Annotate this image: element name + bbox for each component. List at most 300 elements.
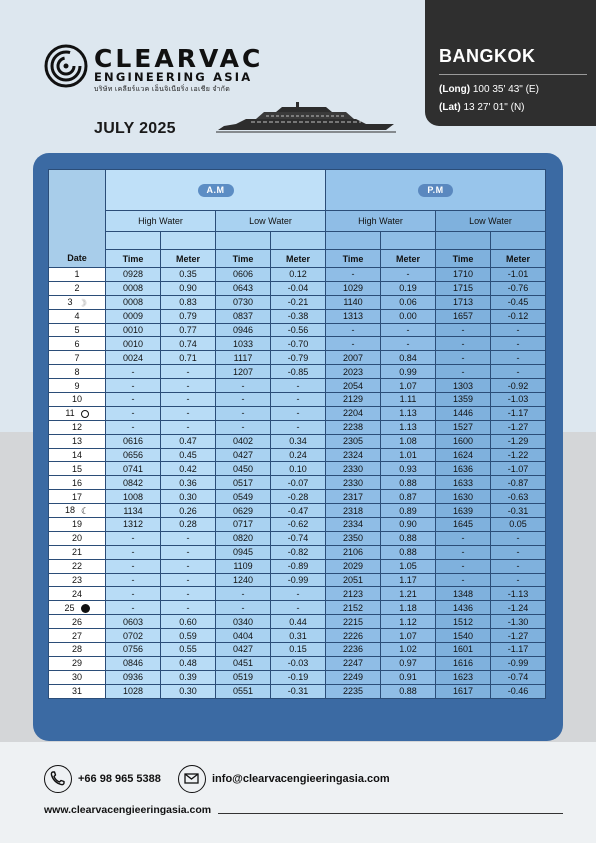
- pm-high-meter: -: [381, 323, 436, 337]
- date-cell: [49, 365, 106, 379]
- am-low-time: 1240: [216, 573, 271, 587]
- am-low-time: 0549: [216, 490, 271, 504]
- pm-low-water-header: Low Water: [436, 211, 546, 232]
- pm-high-time: 2235: [326, 684, 381, 698]
- am-low-time: 1117: [216, 351, 271, 365]
- date-value: 29: [71, 658, 82, 669]
- tide-table-wrap: [48, 169, 546, 699]
- am-high-time: -: [106, 379, 161, 393]
- am-low-time: 0427: [216, 643, 271, 657]
- website-underline: [218, 813, 563, 814]
- date-cell: [49, 629, 106, 643]
- pm-high-meter: 0.84: [381, 351, 436, 365]
- date-cell: [49, 670, 106, 684]
- logo-swirl-icon: [44, 44, 88, 88]
- pm-low-time: -: [436, 323, 491, 337]
- table-row: [49, 323, 546, 337]
- pm-high-time: 2236: [326, 643, 381, 657]
- pm-header-cell: [326, 170, 546, 211]
- am-high-meter: 0.79: [161, 309, 216, 323]
- pm-label: P.M: [418, 184, 452, 197]
- table-row: [49, 615, 546, 629]
- location-box: [425, 0, 596, 126]
- am-low-time: 0517: [216, 476, 271, 490]
- meter-header: Meter: [381, 250, 436, 268]
- am-high-time: 0603: [106, 615, 161, 629]
- table-row: [49, 531, 546, 545]
- pm-low-meter: -1.27: [491, 420, 546, 434]
- date-value: 1: [74, 269, 80, 280]
- pm-high-meter: 1.18: [381, 601, 436, 615]
- am-high-meter: 0.74: [161, 337, 216, 351]
- table-row: [49, 462, 546, 476]
- table-row: [49, 295, 546, 309]
- pm-low-time: -: [436, 531, 491, 545]
- pm-low-meter: -0.31: [491, 504, 546, 518]
- date-value: 28: [71, 644, 82, 655]
- phone-icon: [44, 765, 72, 793]
- am-high-time: 0009: [106, 309, 161, 323]
- pm-low-time: 1657: [436, 309, 491, 323]
- pm-high-time: 2152: [326, 601, 381, 615]
- am-low-meter: -0.99: [271, 573, 326, 587]
- am-high-meter: 0.55: [161, 643, 216, 657]
- tide-table: [48, 169, 546, 699]
- table-row: [49, 351, 546, 365]
- pm-high-meter: 1.08: [381, 434, 436, 448]
- am-low-time: 1207: [216, 365, 271, 379]
- am-low-time: 0717: [216, 518, 271, 532]
- pm-high-meter: 0.93: [381, 462, 436, 476]
- website-link[interactable]: www.clearvacengieeringasia.com: [44, 804, 212, 816]
- pm-high-meter: -: [381, 337, 436, 351]
- pm-low-meter: -1.07: [491, 462, 546, 476]
- pm-high-meter: 0.88: [381, 531, 436, 545]
- pm-high-time: 2129: [326, 393, 381, 407]
- pm-low-time: 1636: [436, 462, 491, 476]
- pm-high-time: 2215: [326, 615, 381, 629]
- am-low-meter: 0.15: [271, 643, 326, 657]
- pm-high-time: 1313: [326, 309, 381, 323]
- am-low-time: -: [216, 420, 271, 434]
- date-cell: [49, 656, 106, 670]
- pm-low-time: 1601: [436, 643, 491, 657]
- table-row: [49, 643, 546, 657]
- pm-high-water-header: High Water: [326, 211, 436, 232]
- spacer-cell: [271, 232, 326, 250]
- pm-low-time: 1527: [436, 420, 491, 434]
- am-low-time: -: [216, 587, 271, 601]
- pm-low-time: 1540: [436, 629, 491, 643]
- am-high-time: 0656: [106, 448, 161, 462]
- new-moon-icon: [81, 604, 90, 613]
- pm-high-time: 2204: [326, 406, 381, 420]
- pm-high-time: 2330: [326, 476, 381, 490]
- full-moon-icon: [81, 410, 89, 418]
- pm-high-meter: 1.02: [381, 643, 436, 657]
- date-value: 11: [65, 408, 75, 419]
- city-name: BANGKOK: [439, 46, 536, 66]
- phone-number: +66 98 965 5388: [78, 773, 161, 785]
- pm-high-meter: 1.11: [381, 393, 436, 407]
- spacer-cell: [491, 232, 546, 250]
- pm-low-meter: -: [491, 337, 546, 351]
- pm-low-meter: -0.99: [491, 656, 546, 670]
- am-low-meter: -0.03: [271, 656, 326, 670]
- email-address: info@clearvacengieeringasia.com: [212, 773, 390, 785]
- am-high-time: 0928: [106, 268, 161, 282]
- am-high-time: 1312: [106, 518, 161, 532]
- am-low-meter: -0.79: [271, 351, 326, 365]
- pm-high-time: 2123: [326, 587, 381, 601]
- pm-low-time: -: [436, 545, 491, 559]
- pm-high-time: 2330: [326, 462, 381, 476]
- table-row: [49, 601, 546, 615]
- table-row: [49, 587, 546, 601]
- date-cell: [49, 601, 106, 615]
- am-high-meter: -: [161, 406, 216, 420]
- pm-low-meter: -0.12: [491, 309, 546, 323]
- am-low-meter: -0.62: [271, 518, 326, 532]
- am-high-meter: -: [161, 601, 216, 615]
- pm-high-meter: 1.21: [381, 587, 436, 601]
- am-low-meter: -0.19: [271, 670, 326, 684]
- am-high-time: 0702: [106, 629, 161, 643]
- am-low-time: 0450: [216, 462, 271, 476]
- longitude-label: (Long): [439, 84, 471, 95]
- table-row: [49, 365, 546, 379]
- pm-high-meter: 0.88: [381, 545, 436, 559]
- pm-high-time: 2054: [326, 379, 381, 393]
- pm-low-meter: -1.22: [491, 448, 546, 462]
- date-value: 17: [71, 491, 82, 502]
- am-header-cell: [106, 170, 326, 211]
- date-value: 5: [74, 325, 80, 335]
- am-low-meter: 0.24: [271, 448, 326, 462]
- am-high-time: 0842: [106, 476, 161, 490]
- location-divider: [439, 74, 587, 75]
- pm-low-meter: -1.27: [491, 629, 546, 643]
- date-cell: [49, 323, 106, 337]
- am-high-time: -: [106, 393, 161, 407]
- yacht-illustration-icon: [216, 100, 396, 140]
- pm-low-time: 1348: [436, 587, 491, 601]
- am-low-meter: 0.10: [271, 462, 326, 476]
- am-high-meter: 0.28: [161, 518, 216, 532]
- am-low-meter: -0.31: [271, 684, 326, 698]
- am-high-meter: 0.30: [161, 684, 216, 698]
- pm-high-meter: 1.17: [381, 573, 436, 587]
- am-low-time: 0945: [216, 545, 271, 559]
- date-value: 24: [71, 588, 82, 599]
- pm-high-time: 2247: [326, 656, 381, 670]
- table-row: [49, 476, 546, 490]
- am-high-time: 1134: [106, 504, 161, 518]
- am-high-time: -: [106, 545, 161, 559]
- pm-high-meter: 0.99: [381, 365, 436, 379]
- date-cell: [49, 462, 106, 476]
- am-low-meter: -: [271, 587, 326, 601]
- pm-high-meter: 1.13: [381, 420, 436, 434]
- date-cell: [49, 490, 106, 504]
- longitude: [439, 84, 539, 95]
- am-low-time: 1033: [216, 337, 271, 351]
- am-low-time: 1109: [216, 559, 271, 573]
- am-high-time: 0616: [106, 434, 161, 448]
- pm-high-meter: 0.00: [381, 309, 436, 323]
- date-value: 8: [74, 366, 80, 377]
- pm-high-time: 2249: [326, 670, 381, 684]
- am-high-meter: -: [161, 573, 216, 587]
- am-high-time: 1028: [106, 684, 161, 698]
- meter-header: Meter: [161, 250, 216, 268]
- pm-low-time: 1624: [436, 448, 491, 462]
- pm-low-meter: -0.63: [491, 490, 546, 504]
- am-high-meter: -: [161, 393, 216, 407]
- pm-low-time: 1359: [436, 393, 491, 407]
- am-high-meter: 0.26: [161, 504, 216, 518]
- pm-high-time: 2318: [326, 504, 381, 518]
- am-low-time: 0820: [216, 531, 271, 545]
- pm-low-time: 1713: [436, 295, 491, 309]
- date-value: 19: [71, 519, 82, 530]
- spacer-cell: [436, 232, 491, 250]
- pm-high-time: 2350: [326, 531, 381, 545]
- am-low-time: 0340: [216, 615, 271, 629]
- table-row: [49, 420, 546, 434]
- am-low-meter: -: [271, 601, 326, 615]
- pm-high-time: 2226: [326, 629, 381, 643]
- am-low-time: -: [216, 601, 271, 615]
- am-low-time: -: [216, 406, 271, 420]
- am-low-meter: -: [271, 406, 326, 420]
- am-high-meter: 0.71: [161, 351, 216, 365]
- am-low-meter: -0.89: [271, 559, 326, 573]
- am-low-time: 0606: [216, 268, 271, 282]
- am-low-meter: -: [271, 393, 326, 407]
- pm-high-meter: 0.91: [381, 670, 436, 684]
- pm-low-meter: -1.29: [491, 434, 546, 448]
- spacer-cell: [216, 232, 271, 250]
- date-cell: [49, 476, 106, 490]
- pm-low-meter: -0.76: [491, 281, 546, 295]
- pm-low-time: 1715: [436, 281, 491, 295]
- am-high-meter: 0.60: [161, 615, 216, 629]
- am-low-meter: -0.21: [271, 295, 326, 309]
- date-header-cell: [49, 170, 106, 268]
- table-row: [49, 281, 546, 295]
- date-cell: [49, 643, 106, 657]
- date-cell: [49, 295, 106, 309]
- latitude: [439, 102, 525, 113]
- pm-high-meter: 1.01: [381, 448, 436, 462]
- table-row: [49, 656, 546, 670]
- pm-low-time: 1639: [436, 504, 491, 518]
- pm-high-meter: 0.97: [381, 656, 436, 670]
- pm-low-meter: -1.17: [491, 643, 546, 657]
- pm-low-meter: -1.17: [491, 406, 546, 420]
- pm-high-meter: 1.12: [381, 615, 436, 629]
- pm-high-meter: 0.06: [381, 295, 436, 309]
- pm-low-time: 1633: [436, 476, 491, 490]
- am-high-time: 0741: [106, 462, 161, 476]
- am-high-time: 0756: [106, 643, 161, 657]
- pm-low-time: 1600: [436, 434, 491, 448]
- date-value: 26: [71, 616, 82, 627]
- am-low-time: 0427: [216, 448, 271, 462]
- company-logo: [44, 44, 344, 94]
- pm-high-time: 2051: [326, 573, 381, 587]
- table-row: [49, 490, 546, 504]
- pm-high-meter: 0.88: [381, 476, 436, 490]
- pm-high-time: 2334: [326, 518, 381, 532]
- pm-high-meter: 0.19: [381, 281, 436, 295]
- am-low-meter: 0.34: [271, 434, 326, 448]
- date-cell: [49, 309, 106, 323]
- am-low-meter: 0.44: [271, 615, 326, 629]
- pm-high-time: 2023: [326, 365, 381, 379]
- date-cell: [49, 684, 106, 698]
- date-cell: [49, 504, 106, 518]
- pm-high-time: 1029: [326, 281, 381, 295]
- am-low-meter: -: [271, 420, 326, 434]
- date-cell: [49, 268, 106, 282]
- am-low-meter: -0.82: [271, 545, 326, 559]
- pm-high-meter: 0.88: [381, 684, 436, 698]
- am-high-meter: 0.42: [161, 462, 216, 476]
- am-low-meter: -: [271, 379, 326, 393]
- pm-low-time: 1616: [436, 656, 491, 670]
- pm-low-meter: -1.01: [491, 268, 546, 282]
- pm-high-time: -: [326, 323, 381, 337]
- am-low-time: 0402: [216, 434, 271, 448]
- pm-high-time: 2317: [326, 490, 381, 504]
- table-row: [49, 393, 546, 407]
- am-low-meter: -0.70: [271, 337, 326, 351]
- pm-high-meter: -: [381, 268, 436, 282]
- brand-thai-name: บริษัท เคลียร์แวค เอ็นจิเนียริ่ง เอเชีย จำกัด: [94, 86, 231, 93]
- table-row: [49, 406, 546, 420]
- date-cell: [49, 545, 106, 559]
- am-high-meter: 0.48: [161, 656, 216, 670]
- date-value: 25: [64, 602, 75, 613]
- pm-high-meter: 1.13: [381, 406, 436, 420]
- spacer-cell: [326, 232, 381, 250]
- pm-low-meter: -: [491, 545, 546, 559]
- date-value: 2: [74, 283, 80, 294]
- date-cell: [49, 531, 106, 545]
- table-row: [49, 518, 546, 532]
- date-value: 14: [71, 450, 82, 461]
- table-row: [49, 573, 546, 587]
- date-value: 4: [74, 311, 80, 322]
- date-value: 12: [71, 422, 82, 433]
- am-low-time: 0946: [216, 323, 271, 337]
- spacer-cell: [106, 232, 161, 250]
- date-value: 21: [71, 547, 82, 558]
- date-cell: [49, 337, 106, 351]
- pm-low-time: 1623: [436, 670, 491, 684]
- table-row: [49, 504, 546, 518]
- pm-low-meter: -: [491, 365, 546, 379]
- pm-high-time: 2238: [326, 420, 381, 434]
- date-cell: [49, 448, 106, 462]
- date-cell: [49, 351, 106, 365]
- am-high-time: -: [106, 531, 161, 545]
- am-low-time: 0730: [216, 295, 271, 309]
- pm-low-meter: -0.45: [491, 295, 546, 309]
- brand-name: CLEARVAC: [94, 44, 264, 73]
- pm-low-time: 1710: [436, 268, 491, 282]
- am-high-meter: -: [161, 587, 216, 601]
- date-value: 31: [71, 686, 82, 697]
- pm-low-time: 1446: [436, 406, 491, 420]
- spacer-cell: [161, 232, 216, 250]
- am-high-meter: -: [161, 365, 216, 379]
- pm-low-time: 1630: [436, 490, 491, 504]
- pm-low-time: -: [436, 559, 491, 573]
- am-high-meter: -: [161, 420, 216, 434]
- date-value: 27: [71, 630, 82, 641]
- waxing-crescent-moon-icon: ☽: [78, 297, 87, 308]
- pm-low-meter: -0.87: [491, 476, 546, 490]
- date-cell: [49, 518, 106, 532]
- email-contact[interactable]: [178, 765, 418, 795]
- am-high-time: 0846: [106, 656, 161, 670]
- am-high-meter: 0.47: [161, 434, 216, 448]
- pm-high-meter: 0.89: [381, 504, 436, 518]
- am-low-time: 0404: [216, 629, 271, 643]
- table-row: [49, 559, 546, 573]
- date-cell: [49, 587, 106, 601]
- am-high-time: 0008: [106, 295, 161, 309]
- am-high-time: 0010: [106, 323, 161, 337]
- pm-low-meter: -1.24: [491, 601, 546, 615]
- date-value: 9: [74, 380, 80, 391]
- am-high-meter: 0.90: [161, 281, 216, 295]
- date-value: 13: [71, 436, 82, 447]
- pm-high-time: 2029: [326, 559, 381, 573]
- am-high-time: 0008: [106, 281, 161, 295]
- email-icon: [178, 765, 206, 793]
- am-high-meter: 0.36: [161, 476, 216, 490]
- pm-high-time: 2106: [326, 545, 381, 559]
- am-low-meter: -0.85: [271, 365, 326, 379]
- am-low-meter: 0.31: [271, 629, 326, 643]
- pm-low-meter: -1.13: [491, 587, 546, 601]
- date-value: 20: [71, 533, 82, 544]
- pm-high-time: 2007: [326, 351, 381, 365]
- pm-high-time: 2324: [326, 448, 381, 462]
- am-high-time: -: [106, 406, 161, 420]
- am-low-time: 0451: [216, 656, 271, 670]
- date-cell: [49, 393, 106, 407]
- am-high-time: -: [106, 365, 161, 379]
- am-high-time: 0936: [106, 670, 161, 684]
- month-title: JULY 2025: [94, 120, 176, 137]
- am-low-time: 0643: [216, 281, 271, 295]
- am-high-meter: -: [161, 545, 216, 559]
- date-value: 18: [64, 505, 75, 516]
- am-low-meter: 0.12: [271, 268, 326, 282]
- pm-low-time: -: [436, 573, 491, 587]
- pm-low-meter: -1.30: [491, 615, 546, 629]
- meter-header: Meter: [491, 250, 546, 268]
- pm-low-meter: -0.74: [491, 670, 546, 684]
- waning-crescent-moon-icon: ☾: [80, 505, 90, 516]
- table-row: [49, 448, 546, 462]
- table-row: [49, 545, 546, 559]
